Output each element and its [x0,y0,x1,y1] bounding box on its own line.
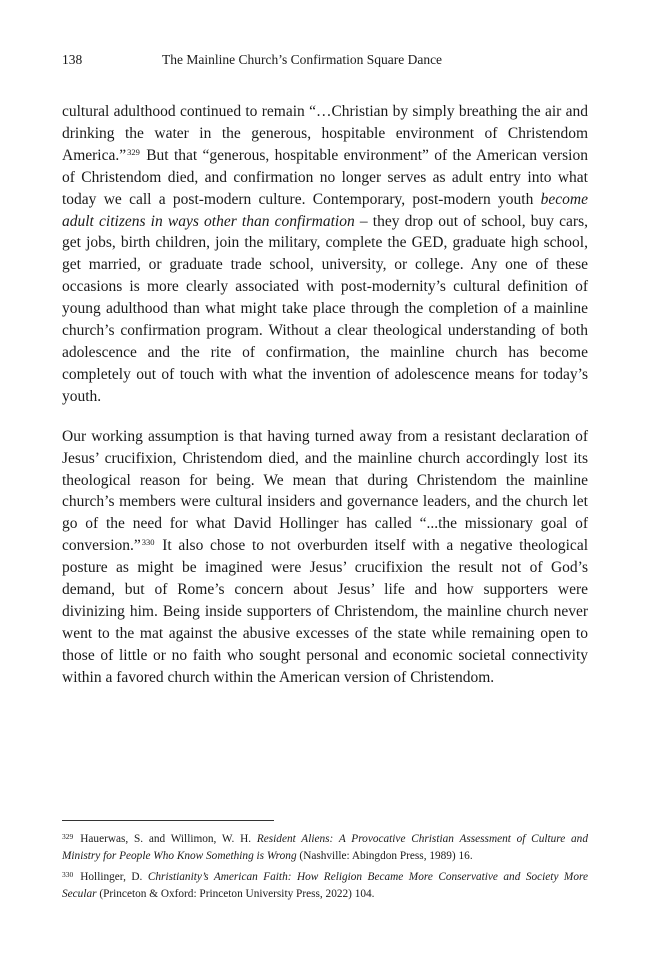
paragraph-1-emphasis: become adult citizens in ways other than confirmation [62,190,588,230]
paragraph-2 [62,426,588,689]
footnote-number: 329 [62,832,74,841]
footnote-ref-329: 329 [127,146,140,157]
page-number: 138 [62,52,83,67]
footnote-329 [62,828,588,866]
footnote-publication: (Nashville: Abingdon Press, 1989) 16. [296,850,473,863]
footnote-author: Hauerwas, S. and Willimon, W. H. [80,833,257,845]
footnote-author: Hollinger, D. [80,870,148,883]
paragraph-2-text-b: It also chose to not overburden itself with a negative theological posture as might be imagined were Jesus’ crucifixion the result not of God’s demand, but of Rome’s concern about Jesus’ life and how supporters were divinizing him. Being inside supporters of Christendom, the mainline church never went to the mat against the abusive excesses of the state while remaining open to those of little or no faith who sought personal and economic societal connectivity within a favored church within the American version of Christendom. [62,537,588,686]
paragraph-1 [62,101,588,408]
paragraph-1-text-b: But that “generous, hospitable environment” of the American version of Christendom died, and confirmation no longer serves as adult entry into what today we call a post-modern culture. Contemporary, post-modern youth [62,146,588,208]
footnote-publication: (Princeton & Oxford: Princeton University Press, 2022) 104. [96,887,375,900]
footnote-ref-330: 330 [141,537,155,548]
body-text [62,101,588,707]
footnote-number: 330 [62,869,74,879]
footnote-book-title: Resident Aliens: A Provocative Christian Assessment of Culture and Ministry for People Who Know Something is Wrong [62,833,588,863]
footnote-separator [62,820,274,821]
paragraph-1-text-a: cultural adulthood continued to remain “…Christian by simply breathing the air and drinking the water in the generous, hospitable environment of Christendom America.” [62,103,588,164]
paragraph-1-text-c: – they drop out of school, buy cars, get jobs, birth children, join the military, complete the GED, graduate high school, get married, or graduate trade school, university, or college. Any one of these occasions is more clearly associated with post-modernity’s cultural definition of young adulthood than what might take place through the completion of a mainline church’s confirmation program. Without a clear theological understanding of both adolescence and the rite of confirmation, the mainline church has become completely out of touch with what the invention of adolescence means for today’s youth. [62,212,588,405]
footnote-book-title: Christianity’s American Faith: How Religion Became More Conservative and Society More Secular [62,870,588,900]
paragraph-2-text-a: Our working assumption is that having turned away from a resistant declaration of Jesus’ crucifixion, Christendom died, and the mainline church accordingly lost its theological reason for being. We mean that during Christendom the mainline church’s members were cultural insiders and governance leaders, and the church let go of the need for what David Hollinger has called “...the missionary goal of conversion.” [62,427,588,555]
running-title: The Mainline Church’s Confirmation Square Dance [162,52,443,67]
running-header [62,52,588,72]
footnotes [62,828,588,903]
footnote-330 [62,866,588,904]
